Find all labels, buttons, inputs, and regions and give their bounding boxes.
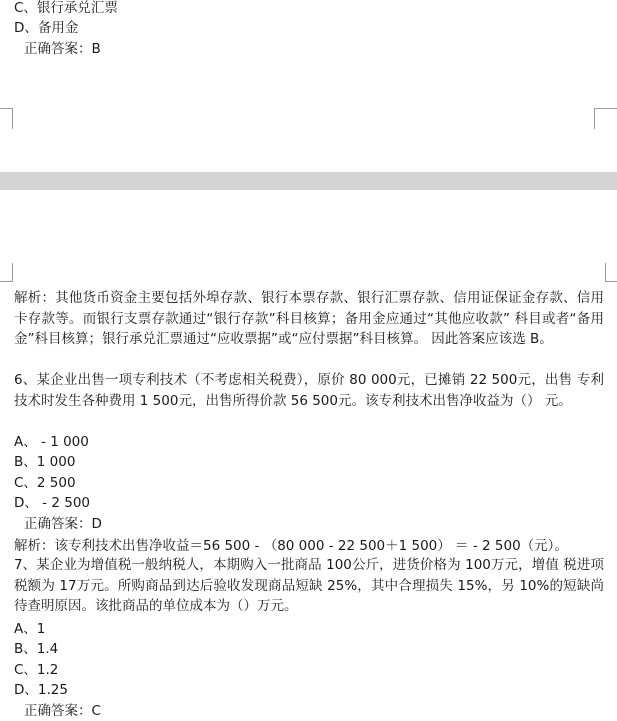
document-page-top bbox=[0, 0, 617, 172]
q7-stem: 7、某企业为增值税一般纳税人，本期购入一批商品 100公斤，进货价格为 100万元，增值 税进项税额为 17万元。所购商品到达后验收发现商品短缺 25%，其中合理损失 15%，另 10%的短缺尚待查明原因。该批商品的单位成本为（）万元。 bbox=[14, 557, 604, 614]
page-gap bbox=[0, 172, 617, 190]
q6-analysis: 解析：该专利技术出售净收益＝56 500 - （80 000 - 22 500＋1 500） ＝ - 2 500（元）。 bbox=[14, 538, 568, 554]
q7-option-a: A、1 bbox=[14, 621, 46, 637]
q7-option-c: C、1.2 bbox=[14, 662, 59, 678]
document-page-bottom bbox=[0, 190, 617, 720]
q7-option-d: D、1.25 bbox=[14, 682, 68, 698]
q6-option-b: B、1 000 bbox=[14, 454, 76, 470]
q6-stem: 6、某企业出售一项专利技术（不考虑相关税费），原价 80 000元，已摊销 22 500元，出售 专利技术时发生各种费用 1 500元，出售所得价款 56 500元。该专利技术出售净收益为（） 元。 bbox=[14, 372, 604, 409]
q5-analysis: 解析：其他货币资金主要包括外埠存款、银行本票存款、银行汇票存款、信用证保证金存款、信用卡存款等。而银行支票存款通过“银行存款”科目核算；备用金应通过“其他应收款” 科目或者“备用金”科目核算；银行承兑汇票通过“应收票据”或“应付票据”科目核算。 因此答案应该选 B。 bbox=[14, 290, 604, 347]
option-d: D、备用金 bbox=[14, 20, 79, 36]
crop-mark bbox=[594, 108, 617, 129]
crop-mark bbox=[605, 263, 617, 282]
q6-option-c: C、2 500 bbox=[14, 475, 76, 491]
q6-option-a: A、 - 1 000 bbox=[14, 434, 89, 450]
q7-option-b: B、1.4 bbox=[14, 641, 59, 657]
q6-option-d: D、 - 2 500 bbox=[14, 495, 90, 511]
crop-mark bbox=[0, 263, 13, 282]
q7-answer: 正确答案：C bbox=[24, 703, 101, 719]
crop-mark bbox=[0, 108, 13, 129]
option-c: C、银行承兑汇票 bbox=[14, 0, 118, 16]
correct-answer: 正确答案：B bbox=[24, 41, 101, 57]
q6-answer: 正确答案：D bbox=[24, 516, 102, 532]
